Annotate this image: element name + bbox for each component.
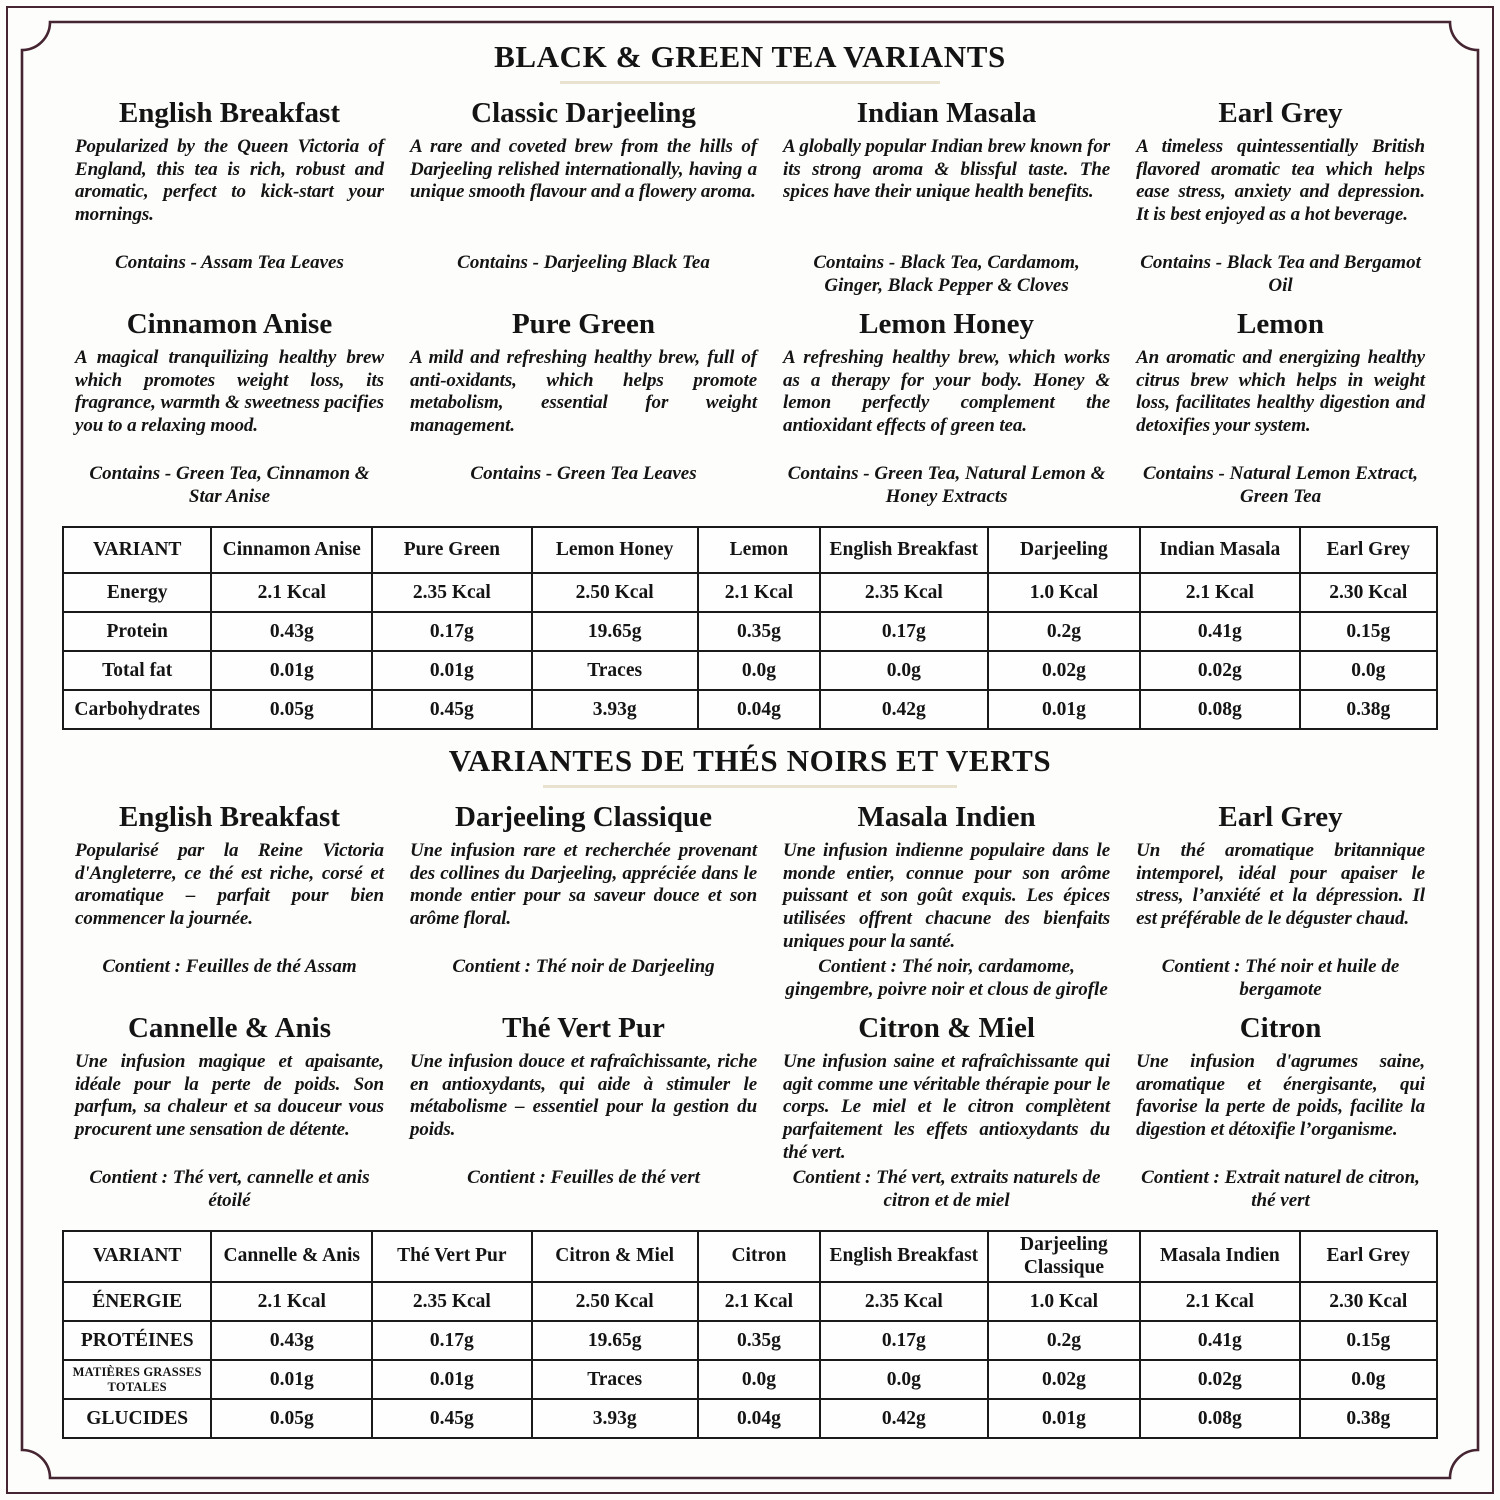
tea-card-ingredients: Contient : Thé noir de Darjeeling: [452, 956, 715, 978]
tea-card-description: Une infusion rare et recherchée provenant des collines du Darjeeling, appréciée dans le monde entier pour sa saveur douce et son arôme floral.: [409, 840, 758, 929]
tea-card-heading: English Breakfast: [118, 97, 340, 130]
tea-card: [397, 800, 770, 1011]
nutrition-value: 0.02g: [988, 651, 1141, 690]
column-header: Indian Masala: [1140, 527, 1299, 573]
tea-card-heading: Classic Darjeeling: [471, 97, 696, 130]
tea-card-ingredients: Contains - Assam Tea Leaves: [115, 252, 344, 274]
nutrition-value: 2.35 Kcal: [372, 1282, 531, 1321]
tea-card-ingredients: Contains - Natural Lemon Extract, Green Tea: [1143, 463, 1419, 508]
nutrition-value: 0.01g: [211, 1360, 372, 1399]
tea-card-description: Une infusion saine et rafraîchissante qui agit comme une véritable thérapie pour le corps. Le miel et le citron complètent parfaitement les effets antioxydants du thé vert.: [783, 1051, 1111, 1163]
nutrition-value: 0.0g: [698, 1360, 820, 1399]
tea-card-heading: Pure Green: [511, 308, 656, 341]
nutrition-value: 1.0 Kcal: [988, 573, 1141, 612]
tea-card-heading: Masala Indien: [857, 801, 1036, 834]
tea-card-heading: Citron: [1239, 1012, 1322, 1045]
tea-card: [397, 1011, 770, 1222]
nutrition-value: 2.35 Kcal: [820, 573, 988, 612]
nutrition-value: 0.43g: [211, 612, 372, 651]
nutrition-value: 2.1 Kcal: [698, 573, 820, 612]
tea-card-ingredients: Contient : Thé noir, cardamome, gingembre, poivre noir et clous de girofle: [785, 956, 1108, 1001]
nutrition-value: 0.02g: [988, 1360, 1141, 1399]
title-underline-fr: [543, 785, 957, 788]
tea-card: [1123, 96, 1438, 307]
tea-card-ingredients: Contient : Extrait naturel de citron, thé vert: [1141, 1167, 1420, 1212]
nutrition-value: 0.01g: [372, 1360, 531, 1399]
tea-card-heading: Citron & Miel: [858, 1012, 1035, 1045]
tea-card-ingredients: Contient : Thé vert, cannelle et anis étoilé: [89, 1167, 370, 1212]
tea-card-ingredients: Contains - Green Tea Leaves: [470, 463, 697, 485]
nutrition-table-fr: [62, 1230, 1438, 1439]
table-row: [63, 1360, 1437, 1399]
nutrition-value: 2.30 Kcal: [1300, 573, 1437, 612]
nutrition-value: 2.1 Kcal: [1140, 573, 1299, 612]
nutrition-value: Traces: [532, 651, 698, 690]
tea-card-ingredients: Contains - Green Tea, Cinnamon & Star Anise: [89, 463, 370, 508]
nutrition-value: 3.93g: [532, 690, 698, 729]
table-row: [63, 1321, 1437, 1360]
nutrition-table-en: [62, 526, 1438, 730]
tea-card-ingredients: Contains - Black Tea, Cardamom, Ginger, Black Pepper & Cloves: [813, 252, 1080, 297]
nutrition-value: 0.43g: [211, 1321, 372, 1360]
tea-card: [62, 307, 397, 518]
nutrition-value: 2.1 Kcal: [211, 573, 372, 612]
row-header: Total fat: [63, 651, 211, 690]
tea-card: [1123, 1011, 1438, 1222]
tea-cards-grid-en: [62, 96, 1438, 518]
tea-card-description: Une infusion douce et rafraîchissante, riche en antioxydants, qui aide à stimuler le métabolisme – essentiel pour la gestion du poids.: [409, 1051, 758, 1140]
nutrition-value: 2.35 Kcal: [820, 1282, 988, 1321]
nutrition-value: 0.01g: [211, 651, 372, 690]
tea-card-description: A rare and coveted brew from the hills of Darjeeling relished internationally, having a unique smooth flavour and a flowery aroma.: [409, 135, 758, 203]
row-header: Carbohydrates: [63, 690, 211, 729]
nutrition-value: 0.38g: [1300, 690, 1437, 729]
nutrition-value: 0.2g: [988, 612, 1141, 651]
nutrition-value: 0.01g: [988, 1399, 1141, 1438]
nutrition-value: 0.02g: [1140, 651, 1299, 690]
nutrition-value: 2.50 Kcal: [532, 573, 698, 612]
nutrition-value: 0.2g: [988, 1321, 1141, 1360]
tea-card-heading: Cinnamon Anise: [126, 308, 333, 341]
tea-card: [770, 800, 1123, 1011]
nutrition-value: 0.0g: [820, 1360, 988, 1399]
section-title-fr: VARIANTES DE THÉS NOIRS ET VERTS: [448, 743, 1052, 779]
nutrition-value: 0.35g: [698, 1321, 820, 1360]
column-header: VARIANT: [63, 527, 211, 573]
nutrition-value: 2.1 Kcal: [1140, 1282, 1299, 1321]
tea-card-description: A timeless quintessentially British flavored aromatic tea which helps ease stress, anxiety and depression. It is best enjoyed as a hot beverage.: [1136, 135, 1425, 225]
tea-card: [62, 1011, 397, 1222]
nutrition-value: 0.17g: [820, 1321, 988, 1360]
tea-card-ingredients: Contains - Darjeeling Black Tea: [457, 252, 710, 274]
table-row: [63, 573, 1437, 612]
row-header: MATIÈRES GRASSES TOTALES: [63, 1360, 211, 1399]
nutrition-value: 0.02g: [1140, 1360, 1299, 1399]
column-header: Thé Vert Pur: [372, 1231, 531, 1282]
section-english: [62, 40, 1438, 730]
tea-card: [770, 307, 1123, 518]
column-header: Darjeeling: [988, 527, 1141, 573]
nutrition-value: 0.0g: [1300, 651, 1437, 690]
tea-card-heading: English Breakfast: [118, 801, 340, 834]
nutrition-value: 0.41g: [1140, 612, 1299, 651]
nutrition-value: 0.42g: [820, 1399, 988, 1438]
column-header: English Breakfast: [820, 1231, 988, 1282]
tea-card: [62, 800, 397, 1011]
column-header: Cinnamon Anise: [211, 527, 372, 573]
column-header: Citron: [698, 1231, 820, 1282]
tea-card-description: A globally popular Indian brew known for its strong aroma & blissful taste. The spices have their unique health benefits.: [783, 135, 1111, 203]
tea-card-description: Popularisé par la Reine Victoria d'Angleterre, ce thé est riche, corsé et aromatique – parfait pour bien commencer la journée.: [75, 840, 384, 929]
row-header: GLUCIDES: [63, 1399, 211, 1438]
tea-card-heading: Lemon Honey: [859, 308, 1034, 341]
nutrition-value: 0.17g: [372, 612, 531, 651]
table-header-row: [63, 527, 1437, 573]
nutrition-value: 0.42g: [820, 690, 988, 729]
tea-card-heading: Cannelle & Anis: [127, 1012, 331, 1045]
tea-card: [1123, 800, 1438, 1011]
tea-card-heading: Darjeeling Classique: [455, 801, 712, 834]
nutrition-value: 0.38g: [1300, 1399, 1437, 1438]
tea-card: [770, 1011, 1123, 1222]
tea-card-description: An aromatic and energizing healthy citrus brew which helps in weight loss, facilitates healthy digestion and detoxifies your system.: [1136, 346, 1425, 436]
nutrition-value: 0.41g: [1140, 1321, 1299, 1360]
nutrition-value: 0.15g: [1300, 1321, 1437, 1360]
nutrition-value: 0.45g: [372, 690, 531, 729]
nutrition-value: 1.0 Kcal: [988, 1282, 1141, 1321]
tea-card-ingredients: Contains - Green Tea, Natural Lemon & Honey Extracts: [787, 463, 1106, 508]
tea-card-description: Une infusion indienne populaire dans le monde entier, connue pour son arôme puissant et son goût exquis. Les épices utilisées offrent chacune des bienfaits uniques pour la santé.: [783, 840, 1111, 952]
row-header: PROTÉINES: [63, 1321, 211, 1360]
table-row: [63, 612, 1437, 651]
column-header: Earl Grey: [1300, 1231, 1437, 1282]
section-title-en: BLACK & GREEN TEA VARIANTS: [494, 39, 1006, 74]
nutrition-value: 3.93g: [532, 1399, 698, 1438]
title-underline-en: [560, 81, 940, 84]
table-row: [63, 690, 1437, 729]
nutrition-value: 0.01g: [372, 651, 531, 690]
nutrition-value: 0.0g: [698, 651, 820, 690]
tea-card-heading: Thé Vert Pur: [502, 1012, 665, 1045]
table-row: [63, 651, 1437, 690]
tea-card-description: Un thé aromatique britannique intemporel, idéal pour apaiser le stress, l’anxiété et la dépression. Il est préférable de le déguster chaud.: [1136, 840, 1425, 929]
table-row: [63, 1282, 1437, 1321]
tea-card: [397, 307, 770, 518]
tea-card-heading: Indian Masala: [856, 97, 1037, 130]
nutrition-value: 19.65g: [532, 1321, 698, 1360]
table-header-row: [63, 1231, 1437, 1282]
nutrition-value: 2.1 Kcal: [211, 1282, 372, 1321]
nutrition-value: 2.30 Kcal: [1300, 1282, 1437, 1321]
tea-card-description: A refreshing healthy brew, which works as a therapy for your body. Honey & lemon perfectly complement the antioxidant effects of green tea.: [783, 346, 1111, 436]
nutrition-value: 2.1 Kcal: [698, 1282, 820, 1321]
tea-card-description: A magical tranquilizing healthy brew which promotes weight loss, its fragrance, warmth & sweetness pacifies you to a relaxing mood.: [75, 346, 384, 436]
tea-card-ingredients: Contient : Thé vert, extraits naturels de citron et de miel: [792, 1167, 1101, 1212]
tea-card: [397, 96, 770, 307]
column-header: Lemon: [698, 527, 820, 573]
tea-card-description: Popularized by the Queen Victoria of England, this tea is rich, robust and aromatic, perfect to kick-start your mornings.: [75, 135, 384, 225]
nutrition-value: 0.0g: [1300, 1360, 1437, 1399]
tea-card-ingredients: Contains - Black Tea and Bergamot Oil: [1140, 252, 1421, 297]
nutrition-value: 0.0g: [820, 651, 988, 690]
nutrition-value: 0.45g: [372, 1399, 531, 1438]
column-header: VARIANT: [63, 1231, 211, 1282]
tea-card-description: Une infusion d'agrumes saine, aromatique et énergisante, qui favorise la perte de poids, facilite la digestion et détoxifie l’organisme.: [1136, 1051, 1425, 1140]
column-header: English Breakfast: [820, 527, 988, 573]
column-header: Darjeeling Classique: [988, 1231, 1141, 1282]
nutrition-value: 0.01g: [988, 690, 1141, 729]
row-header: Protein: [63, 612, 211, 651]
column-header: Lemon Honey: [532, 527, 698, 573]
tea-card-heading: Earl Grey: [1218, 97, 1343, 130]
tea-card-ingredients: Contient : Thé noir et huile de bergamote: [1161, 956, 1400, 1001]
nutrition-value: 0.05g: [211, 690, 372, 729]
nutrition-value: Traces: [532, 1360, 698, 1399]
nutrition-value: 0.15g: [1300, 612, 1437, 651]
nutrition-value: 0.08g: [1140, 1399, 1299, 1438]
section-french: [62, 744, 1438, 1439]
tea-cards-grid-fr: [62, 800, 1438, 1222]
tea-card-description: A mild and refreshing healthy brew, full of anti-oxidants, which helps promote metabolism, essential for weight management.: [409, 346, 758, 436]
tea-card: [1123, 307, 1438, 518]
nutrition-value: 2.50 Kcal: [532, 1282, 698, 1321]
row-header: ÉNERGIE: [63, 1282, 211, 1321]
column-header: Earl Grey: [1300, 527, 1437, 573]
tea-card-ingredients: Contient : Feuilles de thé vert: [467, 1167, 700, 1189]
tea-card-description: Une infusion magique et apaisante, idéale pour la perte de poids. Son parfum, sa chaleur et sa douceur vous procurent une sensation de détente.: [75, 1051, 384, 1140]
nutrition-value: 2.35 Kcal: [372, 573, 531, 612]
nutrition-value: 0.17g: [372, 1321, 531, 1360]
nutrition-value: 19.65g: [532, 612, 698, 651]
tea-card-heading: Earl Grey: [1218, 801, 1343, 834]
nutrition-value: 0.08g: [1140, 690, 1299, 729]
nutrition-value: 0.35g: [698, 612, 820, 651]
table-row: [63, 1399, 1437, 1438]
nutrition-value: 0.04g: [698, 690, 820, 729]
nutrition-value: 0.05g: [211, 1399, 372, 1438]
nutrition-value: 0.17g: [820, 612, 988, 651]
tea-card: [770, 96, 1123, 307]
column-header: Pure Green: [372, 527, 531, 573]
column-header: Citron & Miel: [532, 1231, 698, 1282]
nutrition-value: 0.04g: [698, 1399, 820, 1438]
tea-card: [62, 96, 397, 307]
tea-card-ingredients: Contient : Feuilles de thé Assam: [102, 956, 357, 978]
tea-card-heading: Lemon: [1237, 308, 1325, 341]
row-header: Energy: [63, 573, 211, 612]
column-header: Cannelle & Anis: [211, 1231, 372, 1282]
column-header: Masala Indien: [1140, 1231, 1299, 1282]
